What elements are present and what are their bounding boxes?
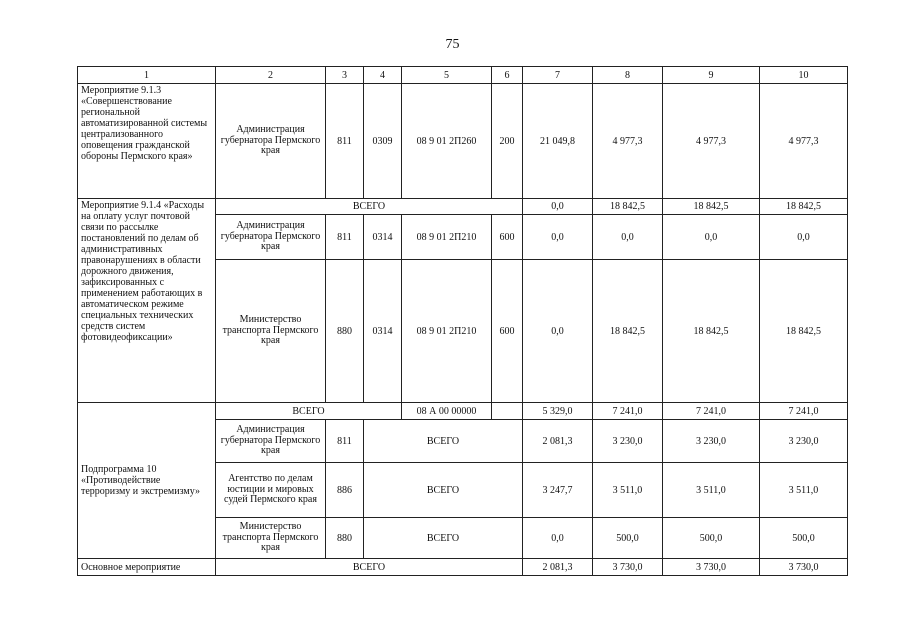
cell-c5: 08 9 01 2П260: [402, 84, 492, 199]
cell-c7: 2 081,3: [523, 559, 593, 576]
cell-c9: 18 842,5: [663, 260, 760, 403]
org-cell: Администрация губернатора Пермского края: [216, 215, 326, 260]
cell-c6: 600: [492, 260, 523, 403]
header-cell: 5: [402, 67, 492, 84]
cell-c10: 18 842,5: [760, 260, 848, 403]
cell-c8: 18 842,5: [593, 199, 663, 215]
page-number: 75: [445, 37, 460, 52]
total-row: [78, 403, 848, 420]
header-cell: 3: [326, 67, 364, 84]
cell-c7: 0,0: [523, 199, 593, 215]
header-cell: 4: [364, 67, 402, 84]
org-cell: Министерство транспорта Пермского края: [216, 518, 326, 559]
cell-c3: 880: [326, 518, 364, 559]
cell-c7: 21 049,8: [523, 84, 593, 199]
cell-c8: 500,0: [593, 518, 663, 559]
cell-c6: 200: [492, 84, 523, 199]
cell-c8: 4 977,3: [593, 84, 663, 199]
subprogram-name: Подпрограмма 10 «Противодействие терроризму и экстремизму»: [78, 403, 216, 559]
cell-c8: 7 241,0: [593, 403, 663, 420]
cell-c10: 3 511,0: [760, 463, 848, 518]
cell-c5: 08 9 01 2П210: [402, 215, 492, 260]
header-cell: 10: [760, 67, 848, 84]
header-cell: 8: [593, 67, 663, 84]
cell-c10: 3 230,0: [760, 420, 848, 463]
cell-c8: 18 842,5: [593, 260, 663, 403]
cell-c9: 3 230,0: [663, 420, 760, 463]
header-cell: 9: [663, 67, 760, 84]
cell-c8: 0,0: [593, 215, 663, 260]
cell-c7: 5 329,0: [523, 403, 593, 420]
cell-c9: 7 241,0: [663, 403, 760, 420]
cell-c6: 600: [492, 215, 523, 260]
cell-c9: 3 730,0: [663, 559, 760, 576]
cell-c9: 500,0: [663, 518, 760, 559]
total-label: ВСЕГО: [216, 199, 523, 215]
cell-c9: 18 842,5: [663, 199, 760, 215]
cell-c10: 7 241,0: [760, 403, 848, 420]
header-cell: 6: [492, 67, 523, 84]
total-label: ВСЕГО: [364, 420, 523, 463]
measure-name-913: Мероприятие 9.1.3 «Совершенствование региональной автоматизированной системы централизованного оповещения гражданской обороны Пермского края»: [78, 84, 216, 199]
cell-c8: 3 230,0: [593, 420, 663, 463]
total-row: [78, 199, 848, 215]
total-label: ВСЕГО: [216, 559, 523, 576]
total-label: ВСЕГО: [216, 403, 402, 420]
cell-c7: 0,0: [523, 215, 593, 260]
header-row: [78, 67, 848, 84]
cell-c10: 18 842,5: [760, 199, 848, 215]
basic-measure-name: Основное мероприятие: [78, 559, 216, 576]
header-cell: 7: [523, 67, 593, 84]
cell-c3: 880: [326, 260, 364, 403]
total-label: ВСЕГО: [364, 518, 523, 559]
cell-c3: 811: [326, 215, 364, 260]
budget-table: [77, 66, 848, 576]
header-cell: 1: [78, 67, 216, 84]
cell-code: 08 А 00 00000: [402, 403, 492, 420]
cell-c4: 0309: [364, 84, 402, 199]
cell-c7: 2 081,3: [523, 420, 593, 463]
cell-c10: 3 730,0: [760, 559, 848, 576]
org-cell: Агентство по делам юстиции и мировых судей Пермского края: [216, 463, 326, 518]
cell-c3: 811: [326, 84, 364, 199]
header-cell: 2: [216, 67, 326, 84]
cell-c7: 0,0: [523, 518, 593, 559]
cell-c7: 3 247,7: [523, 463, 593, 518]
cell-c10: 0,0: [760, 215, 848, 260]
total-row: [78, 559, 848, 576]
cell-c7: 0,0: [523, 260, 593, 403]
cell-c10: 500,0: [760, 518, 848, 559]
measure-name-914: Мероприятие 9.1.4 «Расходы на оплату услуг почтовой связи по рассылке постановлений по делам об административных правонарушениях в области дорожного движения, зафиксированных с применением работающих в автоматическом режиме специальных технических средств систем фотовидеофиксации»: [78, 199, 216, 403]
cell-c3: 811: [326, 420, 364, 463]
org-cell: Администрация губернатора Пермского края: [216, 420, 326, 463]
cell-c3: 886: [326, 463, 364, 518]
table-row: [78, 84, 848, 199]
cell-c6: [492, 403, 523, 420]
total-label: ВСЕГО: [364, 463, 523, 518]
cell-c4: 0314: [364, 215, 402, 260]
cell-c4: 0314: [364, 260, 402, 403]
org-cell: Министерство транспорта Пермского края: [216, 260, 326, 403]
cell-c9: 3 511,0: [663, 463, 760, 518]
cell-c9: 4 977,3: [663, 84, 760, 199]
cell-c5: 08 9 01 2П210: [402, 260, 492, 403]
cell-c10: 4 977,3: [760, 84, 848, 199]
cell-c9: 0,0: [663, 215, 760, 260]
cell-c8: 3 511,0: [593, 463, 663, 518]
org-cell: Администрация губернатора Пермского края: [216, 84, 326, 199]
cell-c8: 3 730,0: [593, 559, 663, 576]
